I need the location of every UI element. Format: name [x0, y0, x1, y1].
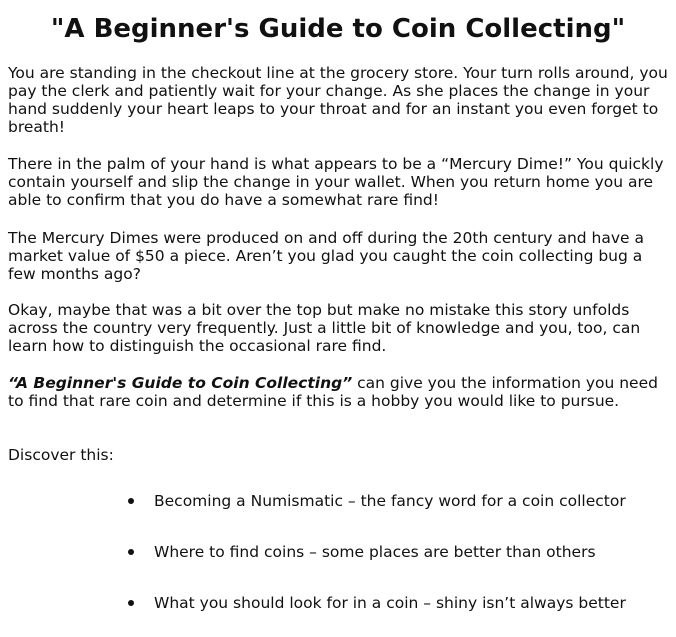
page-title: "A Beginner's Guide to Coin Collecting": [50, 14, 626, 44]
book-title-emphasis: “A Beginner's Guide to Coin Collecting”: [8, 374, 353, 392]
bullet-text: What you should look for in a coin – shiny isn’t always better: [154, 594, 626, 612]
paragraph-checkout-line: You are standing in the checkout line at the grocery store. Your turn rolls around, you pay the clerk and patiently wait for your change. As she places the change in your hand suddenly your heart leaps to your throat and for an instant you even forget to breath!: [8, 64, 668, 136]
bullet-text: Where to find coins – some places are better than others: [154, 543, 596, 561]
bullet-dot-icon: [128, 600, 134, 606]
bullet-dot-icon: [128, 498, 134, 504]
bullet-text: Becoming a Numismatic – the fancy word for a coin collector: [154, 492, 626, 510]
book-intro-text: can give you the information you need to find that rare coin and determine if this is a hobby you would like to pursue.: [8, 374, 658, 410]
bullet-dot-icon: [128, 549, 134, 555]
paragraph-market-value: The Mercury Dimes were produced on and off during the 20th century and have a market value of $50 a piece. Aren’t you glad you caught the coin collecting bug a few months ago?: [8, 229, 644, 283]
paragraph-rare-find: Okay, maybe that was a bit over the top but make no mistake this story unfolds across the country very frequently. Just a little bit of knowledge and you, too, can learn how to distinguish the occasional rare find.: [8, 301, 641, 355]
paragraph-mercury-dime: There in the palm of your hand is what appears to be a “Mercury Dime!” You quickly contain yourself and slip the change in your wallet. When you return home you are able to confirm that you do have a somewhat rare find!: [8, 155, 664, 209]
discover-label: Discover this:: [8, 446, 114, 464]
